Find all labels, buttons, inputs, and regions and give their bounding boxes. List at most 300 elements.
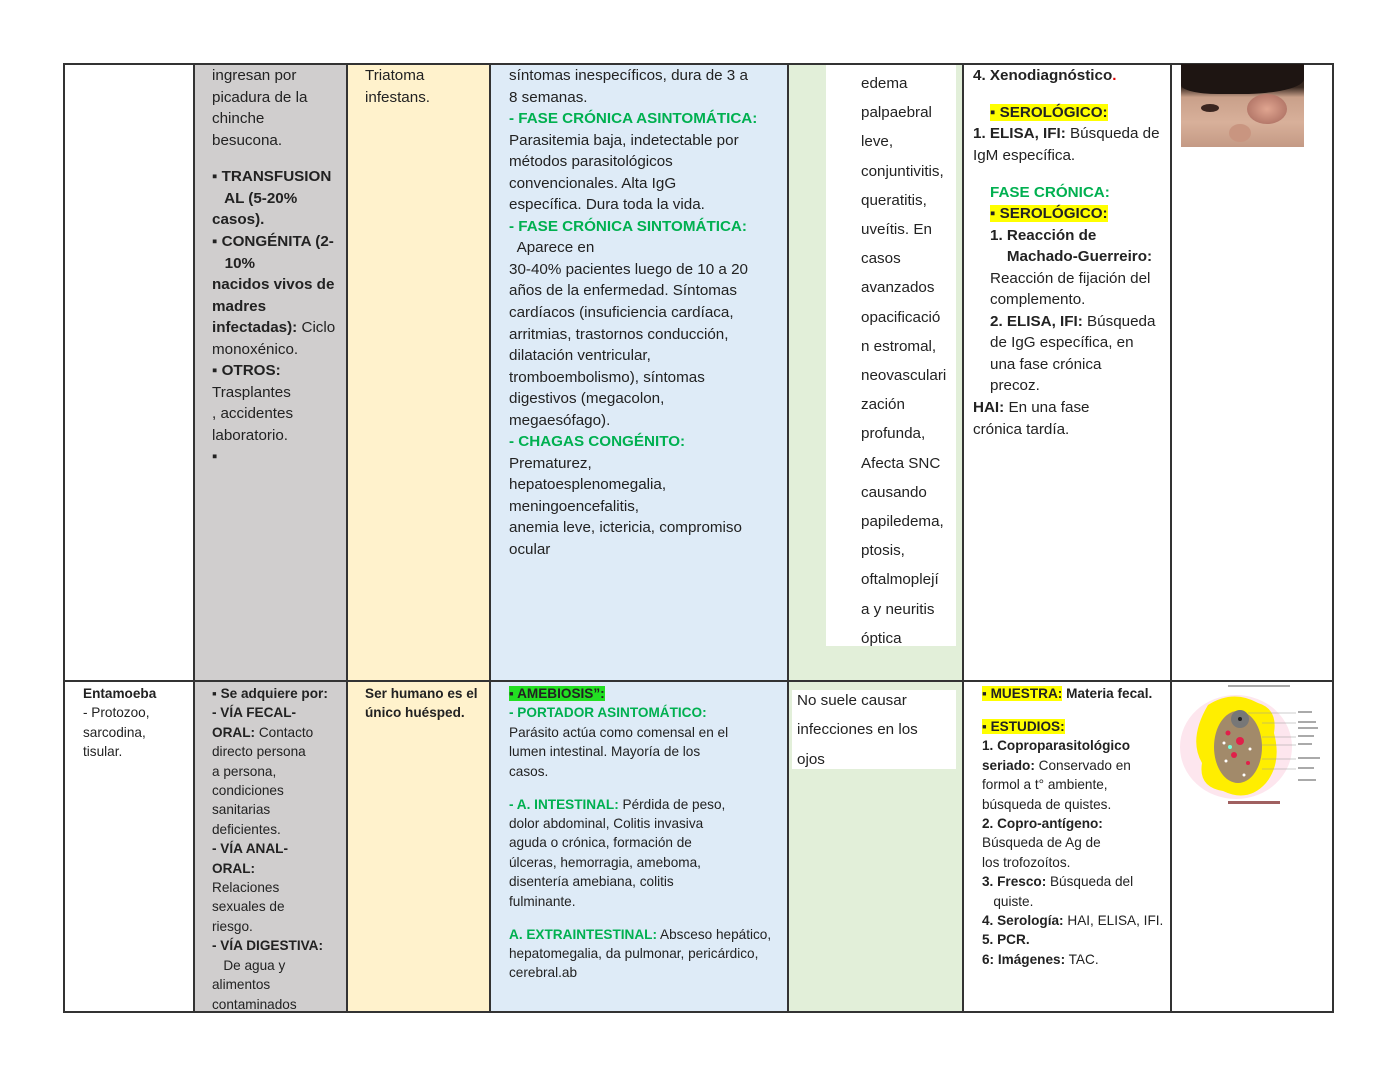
text-segment: profunda, <box>861 425 926 443</box>
text-line <box>973 225 1160 247</box>
text-segment: casos <box>861 250 901 268</box>
text-line <box>982 703 1163 717</box>
text-segment: crónica tardía. <box>973 420 1070 438</box>
text-line <box>509 237 757 259</box>
bold-text: Machado-Guerreiro: <box>990 248 1153 266</box>
row2-ocular-text <box>797 686 918 774</box>
text-segment: hepatomegalia, da pulmonar, pericárdico, <box>509 946 759 962</box>
col-divider <box>346 63 348 1013</box>
text-segment: fulminante. <box>509 893 576 909</box>
row1-clinical-text <box>509 65 757 561</box>
text-line <box>509 194 757 216</box>
text-segment: Búsqueda <box>1082 312 1156 330</box>
text-line <box>509 853 771 872</box>
text-line <box>982 717 1163 736</box>
text-line <box>973 203 1160 225</box>
text-line <box>861 419 946 448</box>
text-line <box>212 723 328 742</box>
text-segment: No suele causar <box>797 692 907 709</box>
highlighted-heading: ▪ AMEBIOSIS”: <box>509 686 605 701</box>
bold-text: infectadas): <box>212 319 298 337</box>
text-line <box>509 345 757 367</box>
text-line <box>861 361 946 390</box>
text-line <box>982 795 1163 814</box>
text-line <box>797 745 918 774</box>
text-line <box>973 102 1160 124</box>
text-line <box>212 87 335 109</box>
text-line <box>973 289 1160 311</box>
text-segment: complemento. <box>990 291 1086 309</box>
text-segment: directo persona <box>212 744 306 760</box>
text-line <box>212 296 335 318</box>
text-line <box>212 742 328 761</box>
col-divider <box>489 63 491 1013</box>
text-segment: ptosis, <box>861 542 905 560</box>
text-line <box>973 246 1160 268</box>
text-segment: De agua y <box>212 957 286 973</box>
text-segment: opacificació <box>861 308 941 326</box>
text-segment: IgM específica. <box>973 146 1076 164</box>
text-line <box>212 231 335 253</box>
text-line <box>861 244 946 273</box>
row1-transmission-text <box>212 65 335 468</box>
text-line <box>365 684 478 703</box>
bold-text: ▪ TRANSFUSION <box>212 168 332 186</box>
bold-text: 4. Serología: <box>982 913 1064 929</box>
text-line <box>861 624 946 653</box>
text-line <box>982 892 1163 911</box>
bold-text: casos). <box>212 211 265 229</box>
text-segment: palpaebral <box>861 104 932 122</box>
row1-host-cell <box>347 64 490 681</box>
text-line <box>982 833 1163 852</box>
text-line <box>212 166 335 188</box>
section-heading: - A. INTESTINAL: <box>509 796 619 812</box>
text-segment: laboratorio. <box>212 426 288 444</box>
text-line <box>973 332 1160 354</box>
text-segment: digestivos (megacolon, <box>509 390 665 408</box>
text-line <box>509 925 771 944</box>
text-line <box>212 360 335 382</box>
text-line <box>212 703 328 722</box>
text-line <box>212 839 328 858</box>
text-segment: contaminados <box>212 996 297 1012</box>
text-segment: hepatoesplenomegalia, <box>509 476 667 494</box>
text-line <box>861 565 946 594</box>
text-segment: avanzados <box>861 279 935 297</box>
highlighted-heading: ▪ MUESTRA: <box>982 686 1063 701</box>
text-line <box>83 703 156 722</box>
text-segment: condiciones <box>212 783 284 799</box>
text-segment: meningoencefalitis, <box>509 497 640 515</box>
text-segment: Afecta SNC <box>861 454 941 472</box>
bold-text: ▪ CONGÉNITA (2- <box>212 233 334 251</box>
row-divider <box>64 680 1334 682</box>
text-line <box>973 182 1160 204</box>
text-line <box>509 833 771 852</box>
bold-text: ▪ Se adquiere por: <box>212 686 328 701</box>
text-segment: 30-40% pacientes luego de 10 a 20 <box>509 260 748 278</box>
bold-text: 5. PCR. <box>982 932 1030 948</box>
text-line <box>982 756 1163 775</box>
text-segment: riesgo. <box>212 918 253 934</box>
text-segment: dilatación ventricular, <box>509 347 651 365</box>
text-line <box>509 280 757 302</box>
text-segment: chinche <box>212 110 265 128</box>
text-line <box>212 382 335 404</box>
text-line <box>982 814 1163 833</box>
text-line <box>509 703 771 722</box>
text-segment: convencionales. Alta IgG <box>509 174 677 192</box>
text-line <box>365 65 430 87</box>
text-line <box>212 108 335 130</box>
bold-text: madres <box>212 297 267 315</box>
bold-text: Materia fecal. <box>1062 686 1153 701</box>
text-segment: Búsqueda de <box>1065 125 1160 143</box>
text-line <box>509 517 757 539</box>
text-line <box>509 453 757 475</box>
text-line <box>509 814 771 833</box>
text-line <box>973 123 1160 145</box>
text-segment: Parásito actúa como comensal en el <box>509 724 729 740</box>
text-line <box>973 145 1160 167</box>
text-line <box>212 762 328 781</box>
bold-text: 1. ELISA, IFI: <box>973 125 1066 143</box>
text-segment: deficientes. <box>212 821 281 837</box>
text-line <box>212 995 328 1014</box>
bold-text: - VÍA FECAL- <box>212 705 297 721</box>
text-line <box>212 253 335 275</box>
text-line <box>212 956 328 975</box>
section-heading: - FASE CRÓNICA SINTOMÁTICA: <box>509 217 747 235</box>
text-segment: Parasitemia baja, indetectable por <box>509 131 739 149</box>
text-line <box>509 367 757 389</box>
text-segment: tromboembolismo), síntomas <box>509 368 705 386</box>
text-line <box>509 173 757 195</box>
text-line <box>509 762 771 781</box>
text-segment: Conservado en <box>1034 757 1131 773</box>
bold-text: 3. Fresco: <box>982 874 1047 890</box>
text-line <box>509 892 771 911</box>
text-segment: ojos <box>797 750 825 768</box>
text-line <box>973 397 1160 419</box>
text-line <box>861 127 946 156</box>
text-segment: formol a t° ambiente, <box>982 777 1108 793</box>
text-line <box>861 69 946 98</box>
text-line <box>83 723 156 742</box>
text-segment: anemia leve, ictericia, compromiso <box>509 519 742 537</box>
eye-icon <box>1201 104 1219 112</box>
text-line <box>861 390 946 419</box>
text-line <box>861 507 946 536</box>
row2-organism-text <box>83 684 156 762</box>
text-line <box>509 259 757 281</box>
text-line <box>212 317 335 339</box>
text-line <box>861 478 946 507</box>
text-segment: dolor abdominal, Colitis invasiva <box>509 816 704 832</box>
text-line <box>212 878 328 897</box>
text-line <box>83 684 156 703</box>
row2-host-cell <box>347 681 490 1012</box>
text-segment: a y neuritis <box>861 600 935 618</box>
text-line <box>509 324 757 346</box>
text-segment: Relaciones <box>212 880 280 896</box>
text-segment: n estromal, <box>861 337 937 355</box>
text-segment: sanitarias <box>212 802 271 818</box>
text-segment: a persona, <box>212 763 277 779</box>
text-segment: zación <box>861 396 905 414</box>
text-segment: En una fase <box>1004 399 1090 417</box>
text-segment: Búsqueda del <box>1046 874 1134 890</box>
text-line <box>212 684 328 703</box>
text-line <box>861 595 946 624</box>
text-line <box>861 273 946 302</box>
text-segment: Aparece en <box>509 239 595 257</box>
text-line <box>212 403 335 425</box>
section-heading: A. EXTRAINTESTINAL: <box>509 926 658 942</box>
text-line <box>509 65 757 87</box>
text-line <box>509 388 757 410</box>
row2-clinical-text <box>509 684 771 983</box>
text-line <box>509 474 757 496</box>
text-segment: ocular <box>509 541 551 559</box>
bold-text: Entamoeba <box>83 686 157 701</box>
text-segment: , accidentes <box>212 405 294 423</box>
text-line <box>973 419 1160 441</box>
text-segment: arritmias, trastornos conducción, <box>509 325 729 343</box>
text-segment: una fase crónica <box>990 355 1102 373</box>
text-line <box>982 950 1163 969</box>
text-segment: Trasplantes <box>212 383 291 401</box>
text-segment: Pérdida de peso, <box>618 796 726 812</box>
text-segment: - Protozoo, <box>83 705 150 721</box>
bold-text: AL (5-20% <box>212 189 298 207</box>
row1-ocular-text <box>861 69 946 653</box>
text-line <box>509 151 757 173</box>
text-segment: conjuntivitis, <box>861 162 944 180</box>
text-line <box>973 354 1160 376</box>
text-line <box>509 872 771 891</box>
text-line <box>973 87 1160 102</box>
text-segment: Búsqueda de Ag de <box>982 835 1101 851</box>
text-line <box>982 853 1163 872</box>
col-divider <box>193 63 195 1013</box>
text-segment: TAC. <box>1065 951 1099 967</box>
text-segment: causando <box>861 483 927 501</box>
text-line <box>509 911 771 925</box>
text-line <box>509 496 757 518</box>
text-segment: uveítis. En <box>861 221 932 239</box>
text-line <box>509 87 757 109</box>
text-segment: de IgG específica, en <box>990 334 1134 352</box>
text-segment: queratitis, <box>861 191 927 209</box>
bold-text: - VÍA ANAL- <box>212 841 289 857</box>
text-line <box>861 332 946 361</box>
col-divider <box>962 63 964 1013</box>
text-segment: úlceras, hemorragia, ameboma, <box>509 854 701 870</box>
text-segment: Ciclo <box>297 319 336 337</box>
text-segment: leve, <box>861 133 894 151</box>
text-line <box>509 684 771 703</box>
text-segment: Absceso hepático, <box>657 926 772 942</box>
text-segment: monoxénico. <box>212 340 299 358</box>
text-line <box>861 536 946 565</box>
patient-eye-swelling-photo <box>1181 64 1304 147</box>
text-line <box>212 781 328 800</box>
text-line <box>212 936 328 955</box>
text-segment: alimentos <box>212 977 271 993</box>
swollen-eye-icon <box>1247 94 1287 124</box>
text-line <box>973 311 1160 333</box>
bold-text: Ser humano es el <box>365 686 478 701</box>
text-line <box>212 800 328 819</box>
text-segment: cardíacos (insuficiencia cardíaca, <box>509 304 734 322</box>
text-segment: oftalmoplejí <box>861 571 939 589</box>
section-heading: - PORTADOR ASINTOMÁTICO: <box>509 705 707 721</box>
row2-diagnosis-text <box>982 684 1163 969</box>
text-line <box>982 911 1163 930</box>
text-line <box>212 209 335 231</box>
bold-text: ▪ OTROS: <box>212 362 281 380</box>
text-segment: búsqueda de quistes. <box>982 796 1112 812</box>
text-line <box>509 130 757 152</box>
text-line <box>509 539 757 561</box>
text-line <box>212 897 328 916</box>
text-segment: lumen intestinal. Mayoría de los <box>509 744 701 760</box>
col-divider <box>787 63 789 1013</box>
bold-text: HAI: <box>973 399 1005 417</box>
text-line <box>509 963 771 982</box>
text-segment: precoz. <box>990 377 1040 395</box>
text-segment: Contacto <box>255 724 314 740</box>
text-segment: infecciones en los <box>797 721 918 739</box>
text-segment: Reacción de fijación del <box>990 269 1151 287</box>
text-segment: cerebral.ab <box>509 965 578 981</box>
text-line <box>509 723 771 742</box>
text-line <box>212 820 328 839</box>
bold-text: ORAL: <box>212 860 256 876</box>
text-segment: casos. <box>509 763 549 779</box>
bold-text: 2. ELISA, IFI: <box>990 312 1083 330</box>
text-line <box>797 686 918 715</box>
highlighted-heading: ▪ SEROLÓGICO: <box>990 103 1108 121</box>
text-segment: Prematurez, <box>509 454 592 472</box>
text-line <box>509 431 757 453</box>
text-line <box>861 303 946 332</box>
text-line <box>212 917 328 936</box>
section-heading: - CHAGAS CONGÉNITO: <box>509 433 686 451</box>
text-segment: megaesófago). <box>509 411 611 429</box>
text-segment: específica. Dura toda la vida. <box>509 196 705 214</box>
text-line <box>212 446 335 468</box>
text-line <box>861 98 946 127</box>
text-line <box>982 684 1163 703</box>
col-divider <box>1332 63 1334 1013</box>
bold-text: . <box>1112 67 1117 84</box>
text-segment: los trofozoítos. <box>982 854 1071 870</box>
amoeba-diagram <box>1178 683 1330 811</box>
text-segment: síntomas inespecíficos, dura de 3 a <box>509 67 748 84</box>
text-segment: óptica <box>861 629 902 647</box>
bold-text: nacidos vivos de <box>212 276 335 294</box>
text-segment: tisular. <box>83 744 123 760</box>
text-segment: métodos parasitológicos <box>509 153 673 171</box>
text-line <box>509 302 757 324</box>
bold-text: 4. Xenodiagnóstico <box>973 67 1113 84</box>
text-line <box>509 781 771 795</box>
text-line <box>861 186 946 215</box>
text-line <box>982 872 1163 891</box>
bold-text: único huésped. <box>365 705 465 721</box>
text-segment: neovasculari <box>861 367 947 385</box>
text-segment: Triatoma <box>365 67 425 84</box>
highlighted-heading: ▪ ESTUDIOS: <box>982 719 1065 734</box>
text-segment: 8 semanas. <box>509 88 588 106</box>
text-segment: besucona. <box>212 131 283 149</box>
text-line <box>212 65 335 87</box>
text-segment: aguda o crónica, formación de <box>509 835 692 851</box>
text-line <box>973 375 1160 397</box>
text-segment: años de la enfermedad. Síntomas <box>509 282 737 300</box>
bold-text: 10% <box>212 254 256 272</box>
text-line <box>212 274 335 296</box>
bold-text: seriado: <box>982 757 1035 773</box>
row1-diagnosis-text <box>973 65 1160 440</box>
text-line <box>212 425 335 447</box>
text-segment: picadura de la <box>212 88 308 106</box>
text-line <box>509 216 757 238</box>
text-line <box>861 449 946 478</box>
text-line <box>509 108 757 130</box>
text-line <box>973 65 1160 87</box>
text-line <box>365 87 430 109</box>
text-line <box>212 339 335 361</box>
bold-text: 2. Copro-antígeno: <box>982 816 1103 832</box>
text-segment: papiledema, <box>861 513 944 531</box>
text-line <box>509 742 771 761</box>
text-line <box>861 215 946 244</box>
text-segment: ingresan por <box>212 67 297 84</box>
text-line <box>212 130 335 152</box>
highlighted-heading: ▪ SEROLÓGICO: <box>990 205 1108 223</box>
text-line <box>973 166 1160 181</box>
bold-text: - VÍA DIGESTIVA: <box>212 938 324 954</box>
text-line <box>509 795 771 814</box>
text-segment: quiste. <box>982 893 1034 909</box>
section-heading: FASE CRÓNICA: <box>990 183 1110 201</box>
text-segment: infestans. <box>365 88 431 106</box>
bold-text: 1. Coproparasitológico <box>982 738 1131 754</box>
bold-text: 6: Imágenes: <box>982 951 1066 967</box>
text-segment: sarcodina, <box>83 724 146 740</box>
text-segment: ▪ <box>212 448 218 466</box>
row2-transmission-text <box>212 684 328 1014</box>
bold-text: ORAL: <box>212 724 256 740</box>
text-line <box>982 930 1163 949</box>
section-heading: - FASE CRÓNICA ASINTOMÁTICA: <box>509 110 758 128</box>
col-divider <box>1170 63 1172 1013</box>
text-segment: sexuales de <box>212 899 285 915</box>
col-divider <box>63 63 65 1013</box>
row1-host-text <box>365 65 430 108</box>
text-line <box>212 975 328 994</box>
text-segment: disentería amebiana, colitis <box>509 874 674 890</box>
row2-host-text <box>365 684 478 723</box>
text-line <box>509 410 757 432</box>
text-line <box>212 859 328 878</box>
text-line <box>509 944 771 963</box>
bold-text: 1. Reacción de <box>990 226 1097 244</box>
